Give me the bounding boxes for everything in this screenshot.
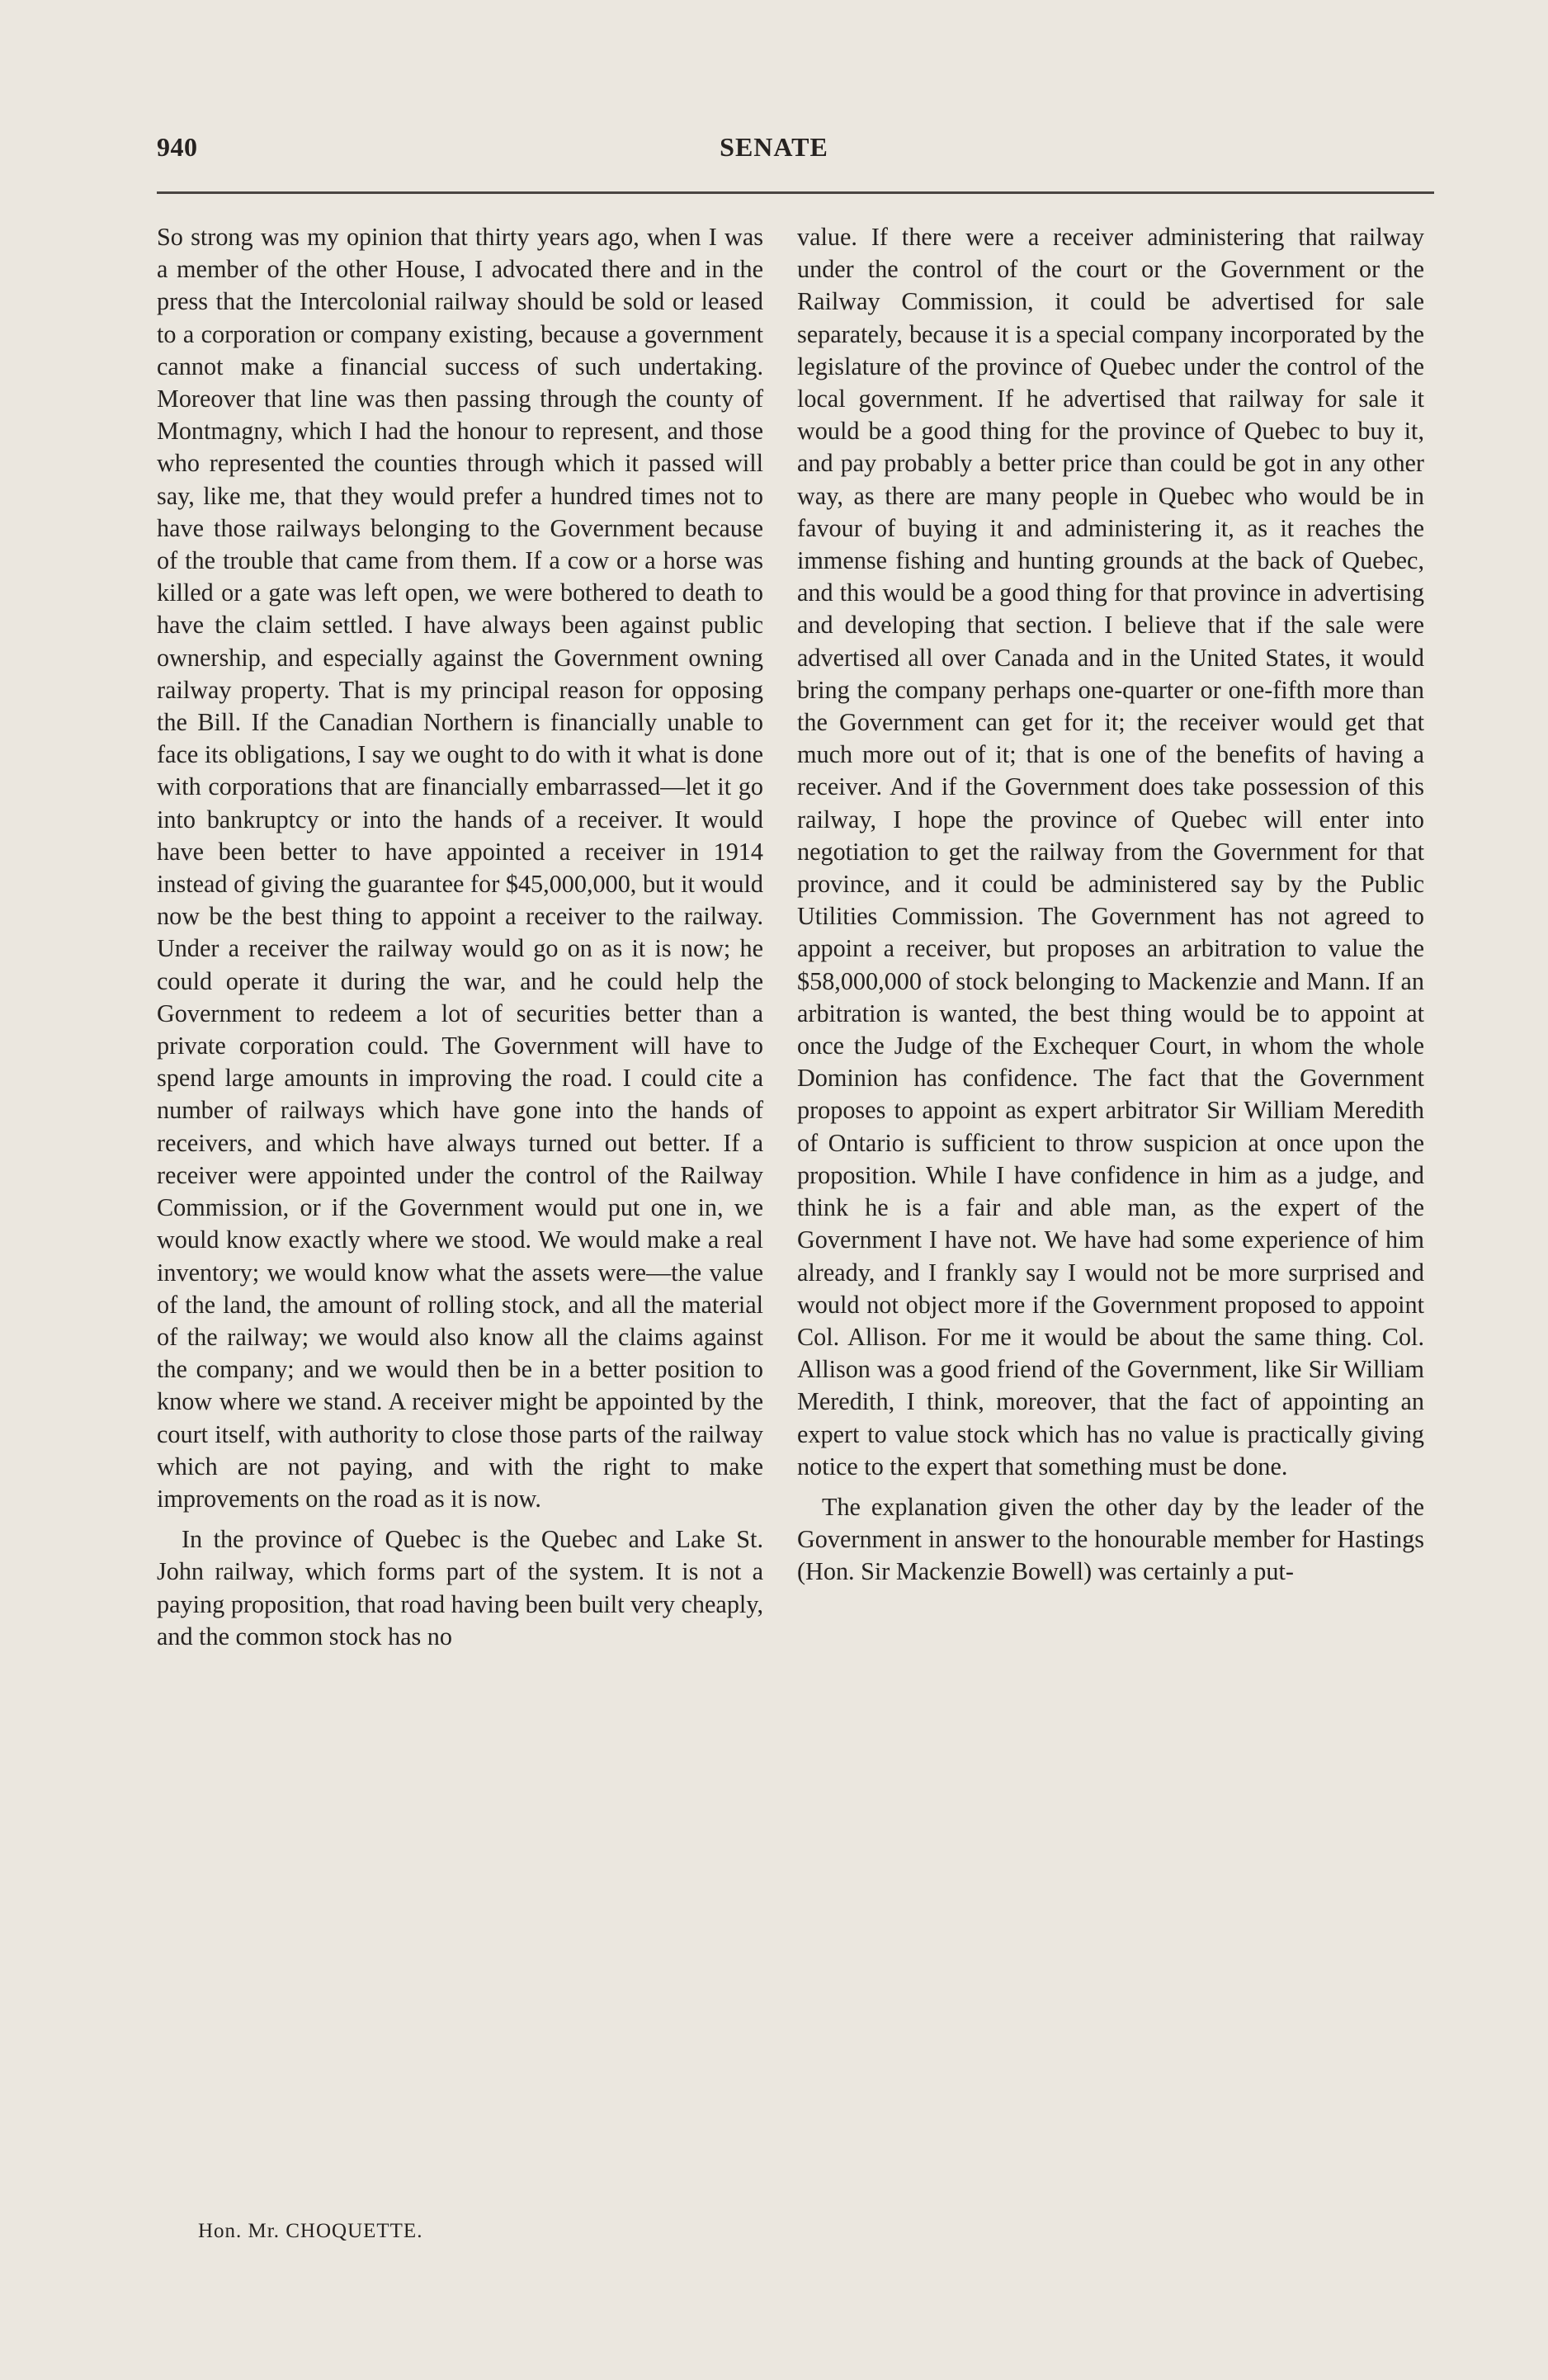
header-rule — [157, 191, 1434, 194]
paragraph: The explanation given the other day by the leader of the Government in answer to the honourable member for Hastings (Hon. Sir Mackenzie Bowell) was certainly a put- — [797, 1492, 1424, 1586]
left-column — [157, 221, 763, 1653]
paragraph: value. If there were a receiver administering that railway under the control of the court or the Government or the Railway Commission, it could be advertised for sale separately, because it is a special company incorporated by the legislature of the province of Quebec under the control of the local government. If he advertised that railway for sale it would be a good thing for the province of Quebec to buy it, and pay probably a better price than could be got in any other way, as there are many people in Quebec who would be in favour of buying it and administering it, as it reaches the immense fishing and hunting grounds at the back of Quebec, and this would be a good thing for that province in advertising and developing that section. I believe that if the sale were advertised all over Canada and in the United States, it would bring the company perhaps one-quarter or one-fifth more than the Government can get for it; the receiver would get that much more out of it; that is one of the benefits of having a receiver. And if the Government does take possession of this railway, I hope the province of Quebec will enter into negotiation to get the railway from the Government for that province, and it could be administered say by the Public Utilities Commission. The Government has not agreed to appoint a receiver, but proposes an arbitration to value the $58,000,000 of stock belonging to Mackenzie and Mann. If an arbitration is wanted, the best thing would be to appoint at once the Judge of the Exchequer Court, in whom the whole Dominion has confidence. The fact that the Government proposes to appoint as expert arbitrator Sir William Meredith of Ontario is sufficient to throw suspicion at once upon the proposition. While I have confidence in him as a judge, and think he is a fair and able man, as the expert of the Government I have not. We have had some experience of him already, and I frankly say I would not be more surprised and would not object more if the Government proposed to appoint Col. Allison. For me it would be about the same thing. Col. Allison was a good friend of the Government, like Sir William Meredith, I think, moreover, that the fact of appointing an expert to value stock which has no value is practically giving notice to the expert that something must be done. — [797, 223, 1424, 1480]
speaker-footer: Hon. Mr. CHOQUETTE. — [198, 2220, 423, 2242]
paragraph: In the province of Quebec is the Quebec and Lake St. John railway, which forms part of the system. It is not a paying proposition, that road having been built very cheaply, and the common stock has no — [157, 1525, 763, 1650]
running-head: SENATE — [720, 132, 828, 162]
right-column — [797, 221, 1424, 1589]
page-number: 940 — [157, 132, 198, 162]
paragraph: So strong was my opinion that thirty years ago, when I was a member of the other House, I advocated there and in the press that the Intercolonial railway should be sold or leased to a corporation or company existing, because a government cannot make a financial success of such undertaking. Moreover that line was then passing through the county of Montmagny, which I had the honour to represent, and those who represented the counties through which it passed will say, like me, that they would prefer a hundred times not to have those railways belonging to the Government because of the trouble that came from them. If a cow or a horse was killed or a gate was left open, we were bothered to death to have the claim settled. I have always been against public ownership, and especially against the Government owning railway property. That is my principal reason for opposing the Bill. If the Canadian Northern is financially unable to face its obligations, I say we ought to do with it what is done with corporations that are financially embarrassed—let it go into bankruptcy or into the hands of a receiver. It would have been better to have appointed a receiver in 1914 instead of giving the guarantee for $45,000,000, but it would now be the best thing to appoint a receiver to the railway. Under a receiver the railway would go on as it is now; he could operate it during the war, and he could help the Government to redeem a lot of securities better than a private corporation could. The Government will have to spend large amounts in improving the road. I could cite a number of railways which have gone into the hands of receivers, and which have always turned out better. If a receiver were appointed under the control of the Railway Commission, or if the Government would put one in, we would know exactly where we stood. We would make a real inventory; we would know what the assets were—the value of the land, the amount of rolling stock, and all the material of the railway; we would also know all the claims against the company; and we would then be in a better position to know where we stand. A receiver might be appointed by the court itself, with authority to close those parts of the railway which are not paying, and with the right to make improvements on the road as it is now. — [157, 223, 763, 1513]
